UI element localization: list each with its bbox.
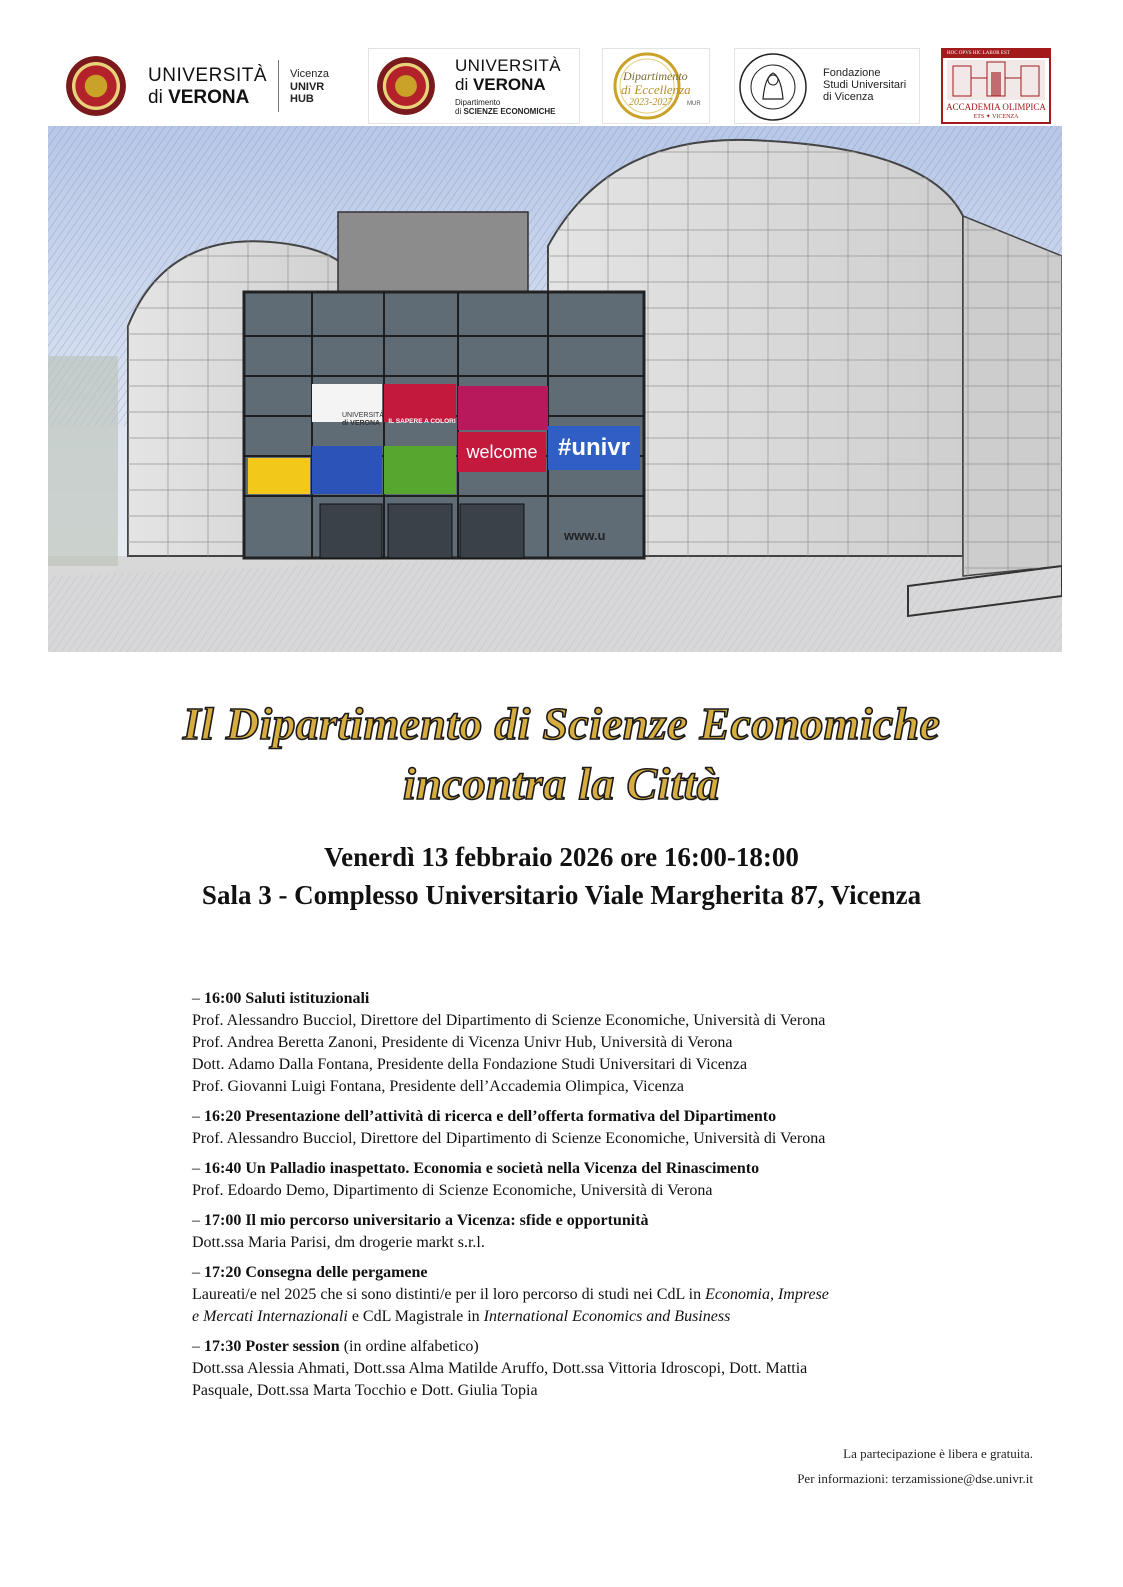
program-item-heading: – 16:40 Un Palladio inaspettato. Economia e società nella Vicenza del Rinascimento	[192, 1160, 760, 1177]
speaker-line: Dott. Adamo Dalla Fontana, Presidente della Fondazione Studi Universitari di Vicenza	[192, 1056, 748, 1073]
program-item-heading: – 17:00 Il mio percorso universitario a Vicenza: sfide e opportunità	[192, 1212, 649, 1229]
page-title-line2: incontra la Città	[403, 758, 720, 809]
logo-accademia-olimpica	[941, 48, 1051, 124]
banner-hashtag-text: #univr	[557, 434, 631, 461]
logo-fondazione	[734, 48, 920, 124]
speaker-line: Prof. Alessandro Bucciol, Direttore del Dipartimento di Scienze Economiche, Università di Verona	[192, 1012, 826, 1029]
description-line: Laureati/e nel 2025 che si sono distinti/e per il loro percorso di studi nei CdL in Economia, Imprese	[192, 1286, 829, 1303]
hub-tag: Vicenza UNIVR HUB	[290, 68, 329, 106]
event-location: Sala 3 - Complesso Universitario Viale Margherita 87, Vicenza	[201, 880, 922, 910]
fondazione-seal-icon	[735, 49, 811, 125]
eccellenza-line3: 2023-2027	[629, 97, 673, 108]
fondazione-name: Fondazione Studi Universitari di Vicenza	[823, 67, 907, 103]
logo-band	[48, 48, 1062, 126]
univr-wordmark-line1: UNIVERSITÀ	[148, 65, 268, 86]
program-item-heading: – 16:20 Presentazione dell’attività di ricerca e dell’offerta formativa del Dipartimento	[192, 1108, 777, 1125]
univr-seal-icon	[66, 56, 126, 116]
program-item	[192, 1158, 952, 1202]
univr-seal-icon	[377, 57, 435, 115]
eccellenza-line2: di Eccellenza	[621, 82, 691, 97]
eccellenza-line1: Dipartimento	[623, 69, 688, 83]
logo-eccellenza	[602, 48, 710, 124]
speaker-line: Dott.ssa Alessia Ahmati, Dott.ssa Alma Matilde Aruffo, Dott.ssa Vittoria Idroscopi, Dott. Mattia	[192, 1360, 808, 1377]
speaker-line: Prof. Edoardo Demo, Dipartimento di Scienze Economiche, Università di Verona	[192, 1182, 713, 1199]
program-item	[192, 988, 952, 1098]
event-date: Venerdì 13 febbraio 2026 ore 16:00-18:00	[324, 842, 799, 872]
banner-univr-label: UNIVERSITÀ di VERONA	[342, 412, 385, 427]
accademia-name: ACCADEMIA OLIMPICA	[946, 102, 1046, 112]
logo-divider	[278, 60, 279, 112]
speaker-line: Prof. Andrea Beretta Zanoni, Presidente di Vicenza Univr Hub, Università di Verona	[192, 1034, 733, 1051]
banner-www-text: www.u	[564, 528, 606, 543]
accademia-city: ETS ✦ VICENZA	[973, 114, 1019, 120]
speaker-line: Dott.ssa Maria Parisi, dm drogerie markt s.r.l.	[192, 1234, 485, 1251]
accademia-motto: HOC OPVS HIC LABOR EST	[947, 51, 1010, 56]
program-item	[192, 1262, 952, 1328]
program-item-heading: – 16:00 Saluti istituzionali	[192, 990, 370, 1007]
description-line: e Mercati Internazionali e CdL Magistrale in International Economics and Business	[192, 1308, 731, 1325]
banner-sapere-label: IL SAPERE A COLORI	[388, 418, 456, 425]
banner-welcome-text: welcome	[466, 442, 538, 462]
teatro-olimpico-icon	[943, 58, 1049, 102]
eccellenza-mark: MUR	[687, 101, 701, 107]
program-item-heading: – 17:20 Consegna delle pergamene	[192, 1264, 428, 1281]
university-building-sketch	[48, 126, 1062, 652]
speaker-line: Prof. Alessandro Bucciol, Direttore del Dipartimento di Scienze Economiche, Università di Verona	[192, 1130, 826, 1147]
program-item	[192, 1336, 952, 1402]
building-illustration	[48, 126, 1062, 652]
dse-wordmark-line2: di VERONA	[455, 75, 546, 94]
univr-wordmark-line2: di VERONA	[148, 87, 250, 108]
page-title-line1: Il Dipartimento di Scienze Economiche	[182, 698, 941, 749]
program-item-heading: – 17:30 Poster session (in ordine alfabetico)	[192, 1338, 479, 1355]
speaker-line: Pasquale, Dott.ssa Marta Tocchio e Dott. Giulia Topia	[192, 1382, 538, 1399]
logo-univr-vicenza-hub	[48, 48, 346, 124]
program-item	[192, 1106, 952, 1150]
contact-info: Per informazioni: terzamissione@dse.univr.it	[797, 1471, 1033, 1486]
dse-wordmark-line1: UNIVERSITÀ	[455, 56, 562, 75]
dse-sub: Dipartimento di SCIENZE ECONOMICHE	[455, 98, 556, 116]
program-list	[192, 988, 952, 1410]
participation-note: La partecipazione è libera e gratuita.	[843, 1446, 1033, 1461]
speaker-line: Prof. Giovanni Luigi Fontana, Presidente dell’Accademia Olimpica, Vicenza	[192, 1078, 684, 1095]
program-item	[192, 1210, 952, 1254]
logo-univr-dse	[368, 48, 580, 124]
